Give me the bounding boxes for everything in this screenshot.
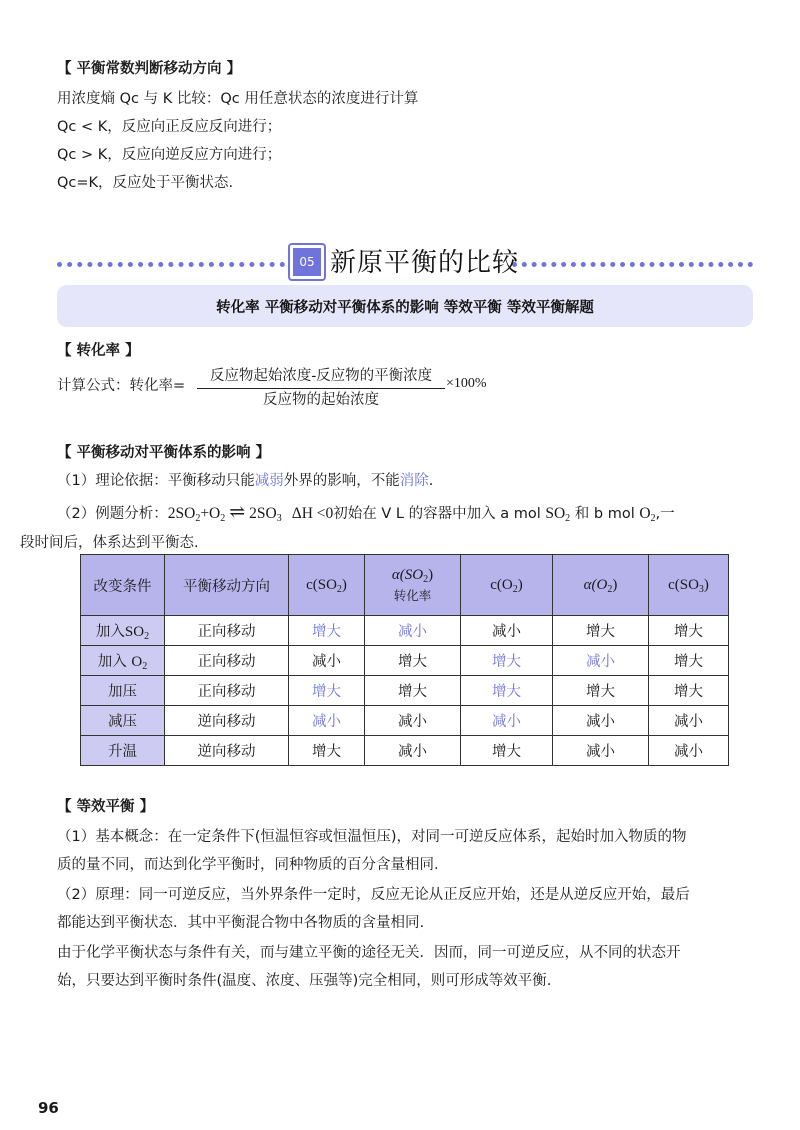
header-alpha-o2-close: ) <box>612 576 618 593</box>
header-c-so3-text: c(SO <box>668 576 699 593</box>
header-alpha-so2-sub: 2 <box>423 573 429 585</box>
cell-c-o2: 减小 <box>461 616 553 646</box>
heading-conversion-rate: 【 转化率 】 <box>57 343 140 359</box>
row-condition-text: 加入 <box>95 624 125 640</box>
theory-text-c: 外界的影响，不能 <box>283 473 400 489</box>
o2-text: O <box>639 505 651 522</box>
concept-line-1: （1）基本概念：在一定条件下(恒温恒容或恒温恒压)，对同一可逆反应体系，起始时加入物质的物 <box>57 829 687 845</box>
theory-text-a: （1）理论依据：平衡移动只能 <box>57 473 255 489</box>
table-row <box>81 616 729 646</box>
theory-basis-line <box>57 471 433 491</box>
explanation-line-2: 始，只要达到平衡时条件(温度、浓度、压强等)完全相同，则可形成等效平衡. <box>57 973 552 989</box>
eq-part-c: 2SO <box>249 505 277 522</box>
header-condition: 改变条件 <box>81 555 165 616</box>
row-direction: 正向移动 <box>165 646 289 676</box>
cell-c-o2: 增大 <box>461 736 553 766</box>
reversible-arrow-icon: ⇌ <box>229 502 246 523</box>
cell-alpha-so2: 减小 <box>365 616 461 646</box>
header-c-o2-close: ) <box>517 576 523 593</box>
eq-sub-c: 3 <box>276 513 282 524</box>
o2-formula <box>639 505 655 522</box>
header-c-so2-sub: 2 <box>336 583 342 595</box>
formula-suffix: ×100% <box>446 376 487 391</box>
cell-alpha-so2: 减小 <box>365 736 461 766</box>
concept-line-2: 质的量不同，而达到化学平衡时，同种物质的百分含量相同. <box>57 857 439 873</box>
cell-c-so3: 增大 <box>649 676 729 706</box>
highlight-eliminate: 消除 <box>399 473 429 489</box>
header-alpha-so2 <box>365 555 461 616</box>
qc-line-4: Qc=K，反应处于平衡状态. <box>57 175 234 191</box>
eq-sub-b: 2 <box>220 513 226 524</box>
header-alpha-so2-text: α(SO <box>391 566 424 583</box>
example-prefix: （2）例题分析： <box>57 506 168 522</box>
dotted-divider-right <box>512 262 753 267</box>
cell-alpha-so2: 增大 <box>365 676 461 706</box>
cell-c-so2: 减小 <box>289 706 365 736</box>
cell-alpha-so2: 减小 <box>365 706 461 736</box>
highlight-weaken: 减弱 <box>254 473 284 489</box>
header-c-o2 <box>461 555 553 616</box>
cell-c-so3: 减小 <box>649 736 729 766</box>
eq-part-b: +O <box>200 505 221 522</box>
cell-c-so2: 增大 <box>289 676 365 706</box>
header-c-so3 <box>649 555 729 616</box>
header-c-so2 <box>289 555 365 616</box>
table-row <box>81 646 729 676</box>
header-alpha-so2-close: ) <box>428 566 434 583</box>
row-condition: 加压 <box>81 676 165 706</box>
eq-enthalpy: ΔH <0 <box>291 505 334 522</box>
so2-formula <box>545 505 570 522</box>
cell-alpha-o2: 减小 <box>553 646 649 676</box>
equilibrium-shift-table <box>80 554 729 766</box>
reaction-equation <box>167 502 334 524</box>
formula-prefix: 计算公式：转化率= <box>57 378 186 394</box>
heading-equivalent-equilibrium: 【 等效平衡 】 <box>57 799 155 815</box>
table-row <box>81 676 729 706</box>
heading-equilibrium-shift: 【 平衡移动对平衡体系的影响 】 <box>57 445 271 461</box>
qc-line-2: Qc < K，反应向正反应反向进行； <box>57 119 282 135</box>
cell-alpha-o2: 增大 <box>553 676 649 706</box>
table-header-row <box>81 555 729 616</box>
example-mid-1: 初始在 V L 的容器中加入 a mol <box>333 506 546 522</box>
row-condition-formula: SO <box>124 624 145 640</box>
cell-alpha-so2: 增大 <box>365 646 461 676</box>
header-alpha-so2-note: 转化率 <box>393 587 432 603</box>
qc-line-3: Qc > K，反应向逆反应方向进行； <box>57 147 282 163</box>
formula-numerator: 反应物起始浓度-反应物的平衡浓度 <box>209 368 433 384</box>
cell-c-so2: 增大 <box>289 616 365 646</box>
header-c-so2-text: c(SO <box>306 576 337 593</box>
cell-alpha-o2: 减小 <box>553 706 649 736</box>
row-condition <box>81 646 165 676</box>
cell-alpha-o2: 增大 <box>553 616 649 646</box>
header-direction: 平衡移动方向 <box>165 555 289 616</box>
theory-text-e: . <box>428 473 434 489</box>
header-c-o2-sub: 2 <box>512 583 518 595</box>
principle-line-2: 都能达到平衡状态．其中平衡混合物中各物质的含量相同. <box>57 915 425 931</box>
row-condition-sub: 2 <box>144 631 150 642</box>
section-number: 05 <box>293 248 321 276</box>
row-condition-text: 加入 <box>97 654 132 670</box>
dotted-divider-left <box>57 262 285 267</box>
so2-sub: 2 <box>565 513 571 524</box>
principle-line-1: （2）原理：同一可逆反应，当外界条件一定时，反应无论从正反应开始，还是从逆反应开始，最后 <box>57 887 690 903</box>
row-condition: 升温 <box>81 736 165 766</box>
cell-c-o2: 增大 <box>461 676 553 706</box>
table-row <box>81 706 729 736</box>
explanation-line-1: 由于化学平衡状态与条件有关，而与建立平衡的途径无关．因而，同一可逆反应，从不同的状态开 <box>57 945 681 961</box>
cell-c-o2: 增大 <box>461 646 553 676</box>
example-line-2: 段时间后，体系达到平衡态. <box>20 535 199 551</box>
cell-c-o2: 减小 <box>461 706 553 736</box>
conversion-formula-fraction <box>197 366 445 410</box>
formula-denominator: 反应物的起始浓度 <box>263 392 379 408</box>
cell-c-so2: 增大 <box>289 736 365 766</box>
cell-c-so3: 增大 <box>649 646 729 676</box>
row-direction: 逆向移动 <box>165 706 289 736</box>
row-condition-formula: O <box>131 654 143 670</box>
header-c-so3-sub: 3 <box>698 583 704 595</box>
table-row <box>81 736 729 766</box>
example-mid-2: 和 b mol <box>570 506 640 522</box>
section-title: 新原平衡的比较 <box>330 248 520 278</box>
row-direction: 正向移动 <box>165 616 289 646</box>
page-number: 96 <box>38 1099 59 1117</box>
cell-c-so3: 增大 <box>649 616 729 646</box>
row-direction: 正向移动 <box>165 676 289 706</box>
example-line <box>57 503 675 524</box>
header-alpha-o2-sub: 2 <box>607 583 613 595</box>
eq-sub-a: 2 <box>195 513 201 524</box>
row-condition: 减压 <box>81 706 165 736</box>
eq-part-a: 2SO <box>167 505 196 522</box>
header-c-o2-text: c(O <box>490 576 513 593</box>
row-direction: 逆向移动 <box>165 736 289 766</box>
cell-alpha-o2: 减小 <box>553 736 649 766</box>
row-condition-sub: 2 <box>142 661 148 672</box>
heading-equilibrium-constant: 【 平衡常数判断移动方向 】 <box>57 61 242 77</box>
section-number-badge <box>288 243 326 281</box>
header-c-so3-close: ) <box>703 576 709 593</box>
so2-text: SO <box>545 505 566 522</box>
header-alpha-o2-text: α(O <box>583 576 608 593</box>
row-condition <box>81 616 165 646</box>
qc-line-1: 用浓度熵 Qc 与 K 比较：Qc 用任意状态的浓度进行计算 <box>57 91 419 107</box>
topic-banner: 转化率 平衡移动对平衡体系的影响 等效平衡 等效平衡解题 <box>57 285 753 327</box>
cell-c-so2: 减小 <box>289 646 365 676</box>
fraction-bar <box>197 388 445 389</box>
header-alpha-o2 <box>553 555 649 616</box>
cell-c-so3: 减小 <box>649 706 729 736</box>
example-end: ,一 <box>655 506 675 522</box>
header-c-so2-close: ) <box>341 576 347 593</box>
o2-sub: 2 <box>650 513 656 524</box>
